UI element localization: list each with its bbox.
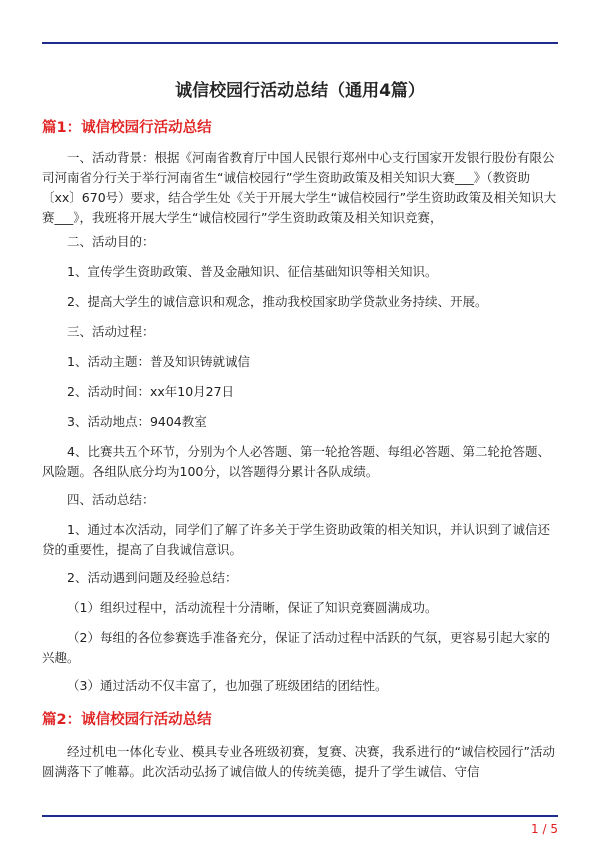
- paragraph-process-4: 4、比赛共五个环节，分别为个人必答题、第一轮抢答题、每组必答题、第二轮抢答题、风险题。各组队底分均为100分，以答题得分累计各队成绩。: [42, 444, 550, 479]
- page-number: 1 / 5: [531, 822, 558, 836]
- paragraph-background: 一、活动背景：根据《河南省教育厅中国人民银行郑州中心支行国家开发银行股份有限公司河南省分行关于举行河南省生“诚信校园行”学生资助政策及相关知识大赛___》（教资助〔xx〕670号）要求，结合学生处《关于开展大学生“诚信校园行”学生资助政策及相关知识大赛___》，我班将开展大学生“诚信校园行”学生资助政策及相关知识竞赛，: [42, 150, 557, 225]
- paragraph-summary-1: 1、通过本次活动，同学们了解了许多关于学生资助政策的相关知识，并认识到了诚信还贷的重要性，提高了自我诚信意识。: [42, 522, 550, 557]
- paragraph-purpose-2: 2、提高大学生的诚信意识和观念，推动我校国家助学贷款业务持续、开展。: [67, 294, 488, 309]
- paragraph-summary-2-2: （2）每组的各位参赛选手准备充分，保证了活动过程中活跃的气氛，更容易引起大家的兴趣。: [42, 630, 550, 665]
- footer-rule: [42, 815, 558, 817]
- paragraph-summary-2-3: （3）通过活动不仅丰富了，也加强了班级团结的团结性。: [67, 678, 388, 693]
- paragraph-process-heading: 三、活动过程：: [67, 324, 155, 339]
- paragraph-summary-2-1: （1）组织过程中，活动流程十分清晰，保证了知识竞赛圆满成功。: [67, 600, 438, 615]
- document-title: 诚信校园行活动总结（通用4篇）: [175, 81, 425, 101]
- paragraph-process-3: 3、活动地点：9404教室: [67, 414, 207, 429]
- section-heading-1: 篇1：诚信校园行活动总结: [42, 120, 212, 136]
- paragraph-purpose-heading: 二、活动目的：: [67, 234, 155, 249]
- paragraph-purpose-1: 1、宣传学生资助政策、普及金融知识、征信基础知识等相关知识。: [67, 264, 438, 279]
- paragraph-summary-heading: 四、活动总结：: [67, 492, 155, 507]
- paragraph-section2: 经过机电一体化专业、模具专业各班级初赛，复赛、决赛，我系进行的“诚信校园行”活动圆满落下了帷幕。此次活动弘扬了诚信做人的传统美德，提升了学生诚信、守信: [42, 744, 555, 779]
- header-rule: [42, 42, 558, 44]
- paragraph-process-2: 2、活动时间：xx年10月27日: [67, 384, 235, 399]
- paragraph-summary-2: 2、活动遇到问题及经验总结：: [67, 570, 238, 585]
- section-heading-2: 篇2：诚信校园行活动总结: [42, 712, 212, 728]
- paragraph-process-1: 1、活动主题：普及知识铸就诚信: [67, 354, 250, 369]
